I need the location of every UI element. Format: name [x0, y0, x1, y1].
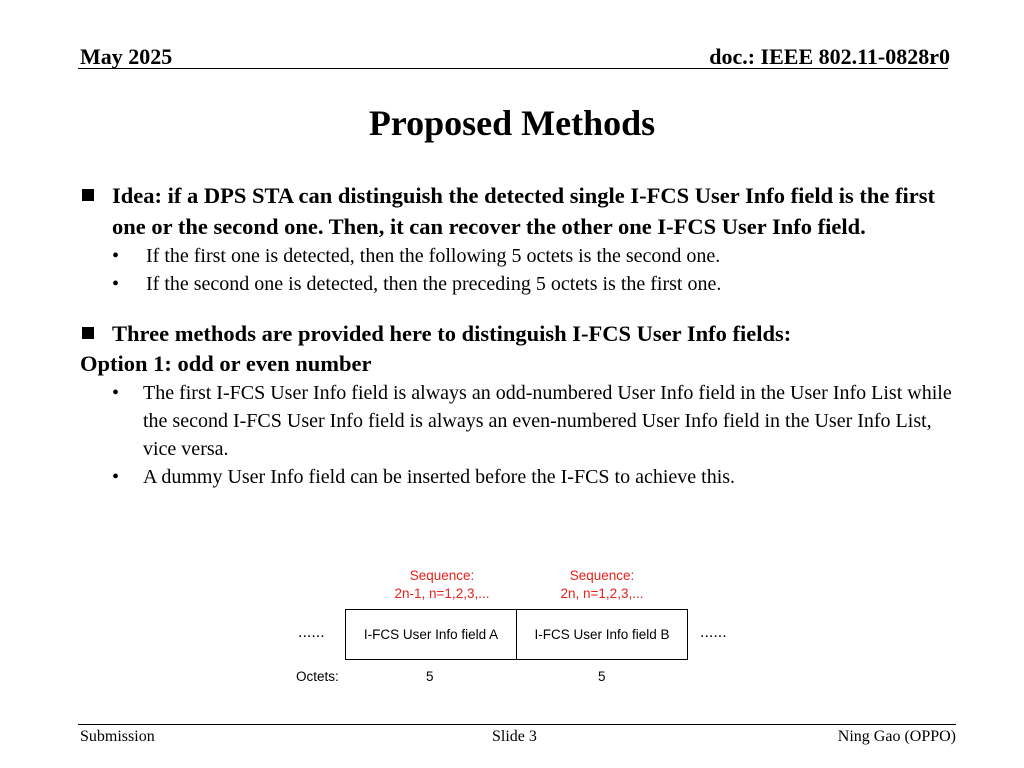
field-b-box — [516, 609, 688, 660]
ellipsis-right: ...... — [700, 624, 727, 641]
header-divider — [78, 68, 948, 69]
slide-content — [80, 180, 960, 491]
footer-author: Ning Gao (OPPO) — [837, 728, 956, 745]
footer-divider — [78, 724, 956, 725]
footer-slide-number: Slide 3 — [492, 728, 537, 745]
sequence-a-label: Sequence: — [409, 568, 475, 583]
footer-submission: Submission — [80, 728, 155, 745]
field-b-label: I-FCS User Info field B — [534, 627, 670, 642]
sequence-b-value: 2n, n=1,2,3,... — [560, 586, 644, 601]
idea-text: Idea: if a DPS STA can distinguish the detected single I-FCS User Info field is the first one or the second one. Then, it can recover the other one I-FCS User Info field. — [112, 183, 935, 239]
idea-sublist — [80, 242, 960, 298]
option-title: Option 1: odd or even number — [80, 351, 372, 376]
field-a-box — [345, 609, 517, 660]
square-bullet-icon — [82, 327, 94, 339]
sequence-a-value: 2n-1, n=1,2,3,... — [394, 586, 490, 601]
square-bullet-icon — [82, 189, 94, 201]
sequence-label-a — [372, 567, 512, 603]
field-a-label: I-FCS User Info field A — [363, 627, 499, 642]
bullet-dot-icon: • — [112, 273, 120, 295]
methods-bullet — [80, 318, 960, 349]
idea-sub-text: If the first one is detected, then the following 5 octets is the second one. — [146, 245, 721, 267]
idea-sub-item — [80, 270, 960, 298]
octets-a-value: 5 — [426, 669, 434, 684]
idea-sub-text: If the second one is detected, then the preceding 5 octets is the first one. — [146, 273, 722, 295]
methods-text: Three methods are provided here to distinguish I-FCS User Info fields: — [112, 321, 792, 346]
bullet-dot-icon: • — [112, 245, 120, 267]
octets-b-value: 5 — [598, 669, 606, 684]
option-sub-text: A dummy User Info field can be inserted before the I-FCS to achieve this. — [143, 466, 736, 488]
sequence-b-label: Sequence: — [569, 568, 635, 583]
header-date: May 2025 — [80, 44, 173, 69]
option-sub-item — [80, 379, 960, 463]
bullet-dot-icon: • — [112, 382, 120, 404]
idea-sub-item — [80, 242, 960, 270]
slide-title: Proposed Methods — [368, 103, 656, 143]
option-sub-item — [80, 463, 960, 491]
idea-bullet — [80, 180, 960, 242]
header-doc-id: doc.: IEEE 802.11-0828r0 — [709, 44, 950, 69]
option-sublist — [80, 379, 960, 491]
option-sub-text: The first I-FCS User Info field is always an odd-numbered User Info field in the User Info List while the second I-FCS User Info field is always an even-numbered User Info field in the User Info List, vice versa. — [143, 382, 952, 460]
sequence-label-b — [532, 567, 672, 603]
octets-label: Octets: — [296, 669, 339, 684]
bullet-dot-icon: • — [112, 466, 120, 488]
ellipsis-left: ...... — [298, 624, 325, 641]
